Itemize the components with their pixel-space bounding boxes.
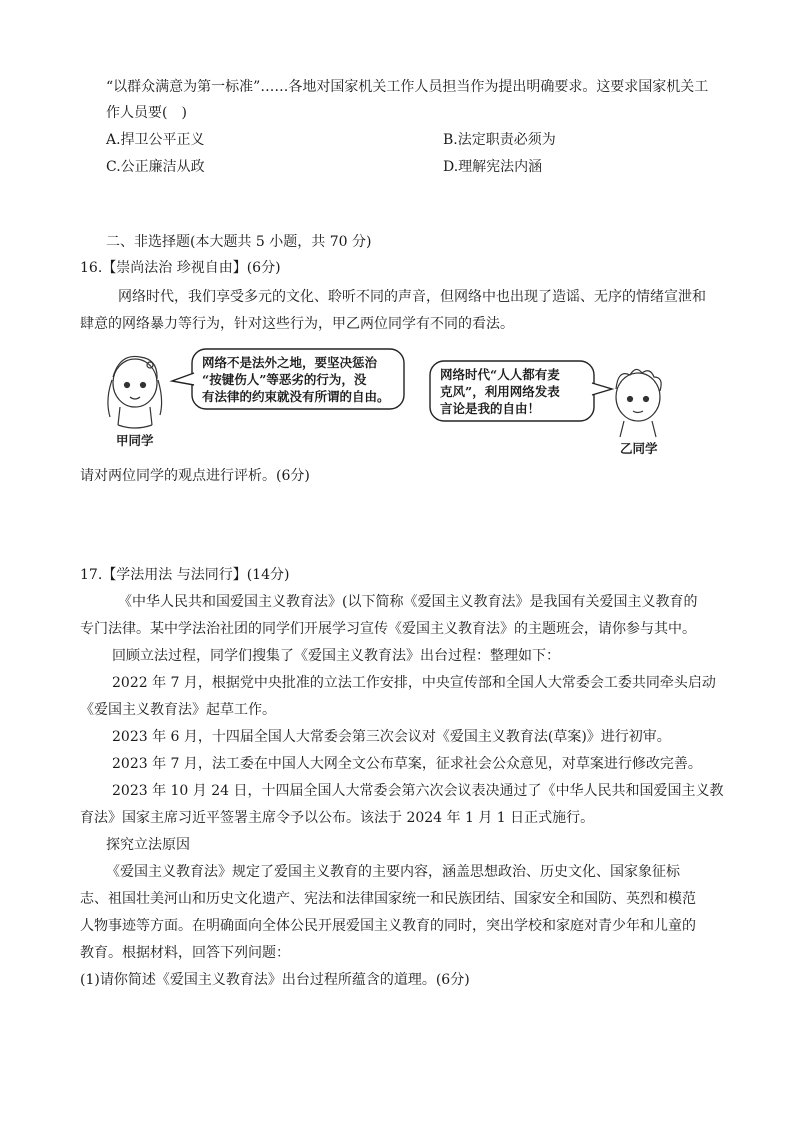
student-b-figure: [616, 369, 661, 437]
q17-timeline-1-line1: 2022 年 7 月，根据党中央批准的立法工作安排，中央宣传部和全国人大常委会工委共同牵头启动: [112, 675, 716, 691]
student-b-label: 乙同学: [620, 441, 658, 456]
q15-option-b: B.法定职责必须为: [443, 132, 556, 148]
q15-option-d: D.理解宪法内涵: [443, 159, 543, 175]
q17-intro-line2: 专门法律。某中学法治社团的同学们开展学习宣传《爱国主义教育法》的主题班会，请你参与其中。: [80, 621, 696, 637]
q16-title: 16.【崇尚法治 珍视自由】(6分): [80, 260, 281, 276]
q15-stem-line2: 作人员要( ): [106, 105, 187, 121]
q17-title: 17.【学法用法 与法同行】(14分): [80, 567, 290, 583]
student-b-bubble-line3: 言论是我的自由！: [440, 401, 541, 416]
student-a-label: 甲同学: [116, 433, 154, 448]
q15-option-a: A.捍卫公平正义: [106, 132, 205, 148]
q17-timeline-1-line2: 《爱国主义教育法》起草工作。: [80, 702, 276, 718]
q17-subquestion-1: (1)请你简述《爱国主义教育法》出台过程所蕴含的道理。(6分): [80, 972, 470, 988]
student-a-bubble-line1: 网络不是法外之地，要坚决惩治: [202, 355, 378, 370]
student-a-bubble-line2: “按键伤人”等恶劣的行为，没: [202, 372, 367, 387]
q17-review-heading: 回顾立法过程，同学们搜集了《爱国主义教育法》出台过程：整理如下：: [112, 648, 560, 664]
q17-explore-line4: 教育。根据材料，回答下列问题：: [80, 945, 290, 961]
q16-question: 请对两位同学的观点进行评析。(6分): [80, 468, 310, 484]
q16-paragraph-line2: 肆意的网络暴力等行为，针对这些行为，甲乙两位同学有不同的看法。: [80, 316, 514, 332]
q17-explore-line2: 志、祖国壮美河山和历史文化遗产、宪法和法律国家统一和民族团结、国家安全和国防、英烈和模范: [80, 891, 696, 907]
student-b-bubble-line2: 克风”，利用网络发表: [440, 384, 560, 399]
student-a-bubble-line3: 有法律的约束就没有所谓的自由。: [202, 389, 390, 404]
q17-explore-heading: 探究立法原因: [106, 837, 190, 853]
section2-title: 二、非选择题(本大题共 5 小题，共 70 分): [106, 234, 372, 250]
student-a-figure: [108, 356, 162, 428]
q17-timeline-4-line1: 2023 年 10 月 24 日，十四届全国人大常委会第六次会议表决通过了《中华人民共和国爱国主义教: [112, 783, 724, 799]
q17-timeline-3: 2023 年 7 月，法工委在中国人大网全文公布草案，征求社会公众意见，对草案进行修改完善。: [112, 756, 702, 772]
student-b-bubble-line1: 网络时代“人人都有麦: [440, 367, 560, 382]
q17-intro-line1: 《中华人民共和国爱国主义教育法》(以下简称《爱国主义教育法》是我国有关爱国主义教育的: [118, 594, 698, 610]
q17-timeline-2: 2023 年 6 月，十四届全国人大常委会第三次会议对《爱国主义教育法(草案)》进行初审。: [112, 729, 671, 745]
q17-explore-line1: 《爱国主义教育法》规定了爱国主义教育的主要内容，涵盖思想政治、历史文化、国家象征标: [106, 864, 680, 880]
q17-timeline-4-line2: 育法》国家主席习近平签署主席令予以公布。该法于 2024 年 1 月 1 日正式施行。: [80, 810, 595, 826]
q15-option-c: C.公正廉洁从政: [106, 159, 205, 175]
q16-illustration: [90, 345, 730, 460]
q15-stem-line1: “以群众满意为第一标准”……各地对国家机关工作人员担当作为提出明确要求。这要求国家机关工: [106, 79, 709, 95]
q16-paragraph-line1: 网络时代，我们享受多元的文化、聆听不同的声音，但网络中也出现了造谣、无序的情绪宣泄和: [118, 289, 706, 305]
q17-explore-line3: 人物事迹等方面。在明确面向全体公民开展爱国主义教育的同时，突出学校和家庭对青少年和儿童的: [80, 918, 696, 934]
